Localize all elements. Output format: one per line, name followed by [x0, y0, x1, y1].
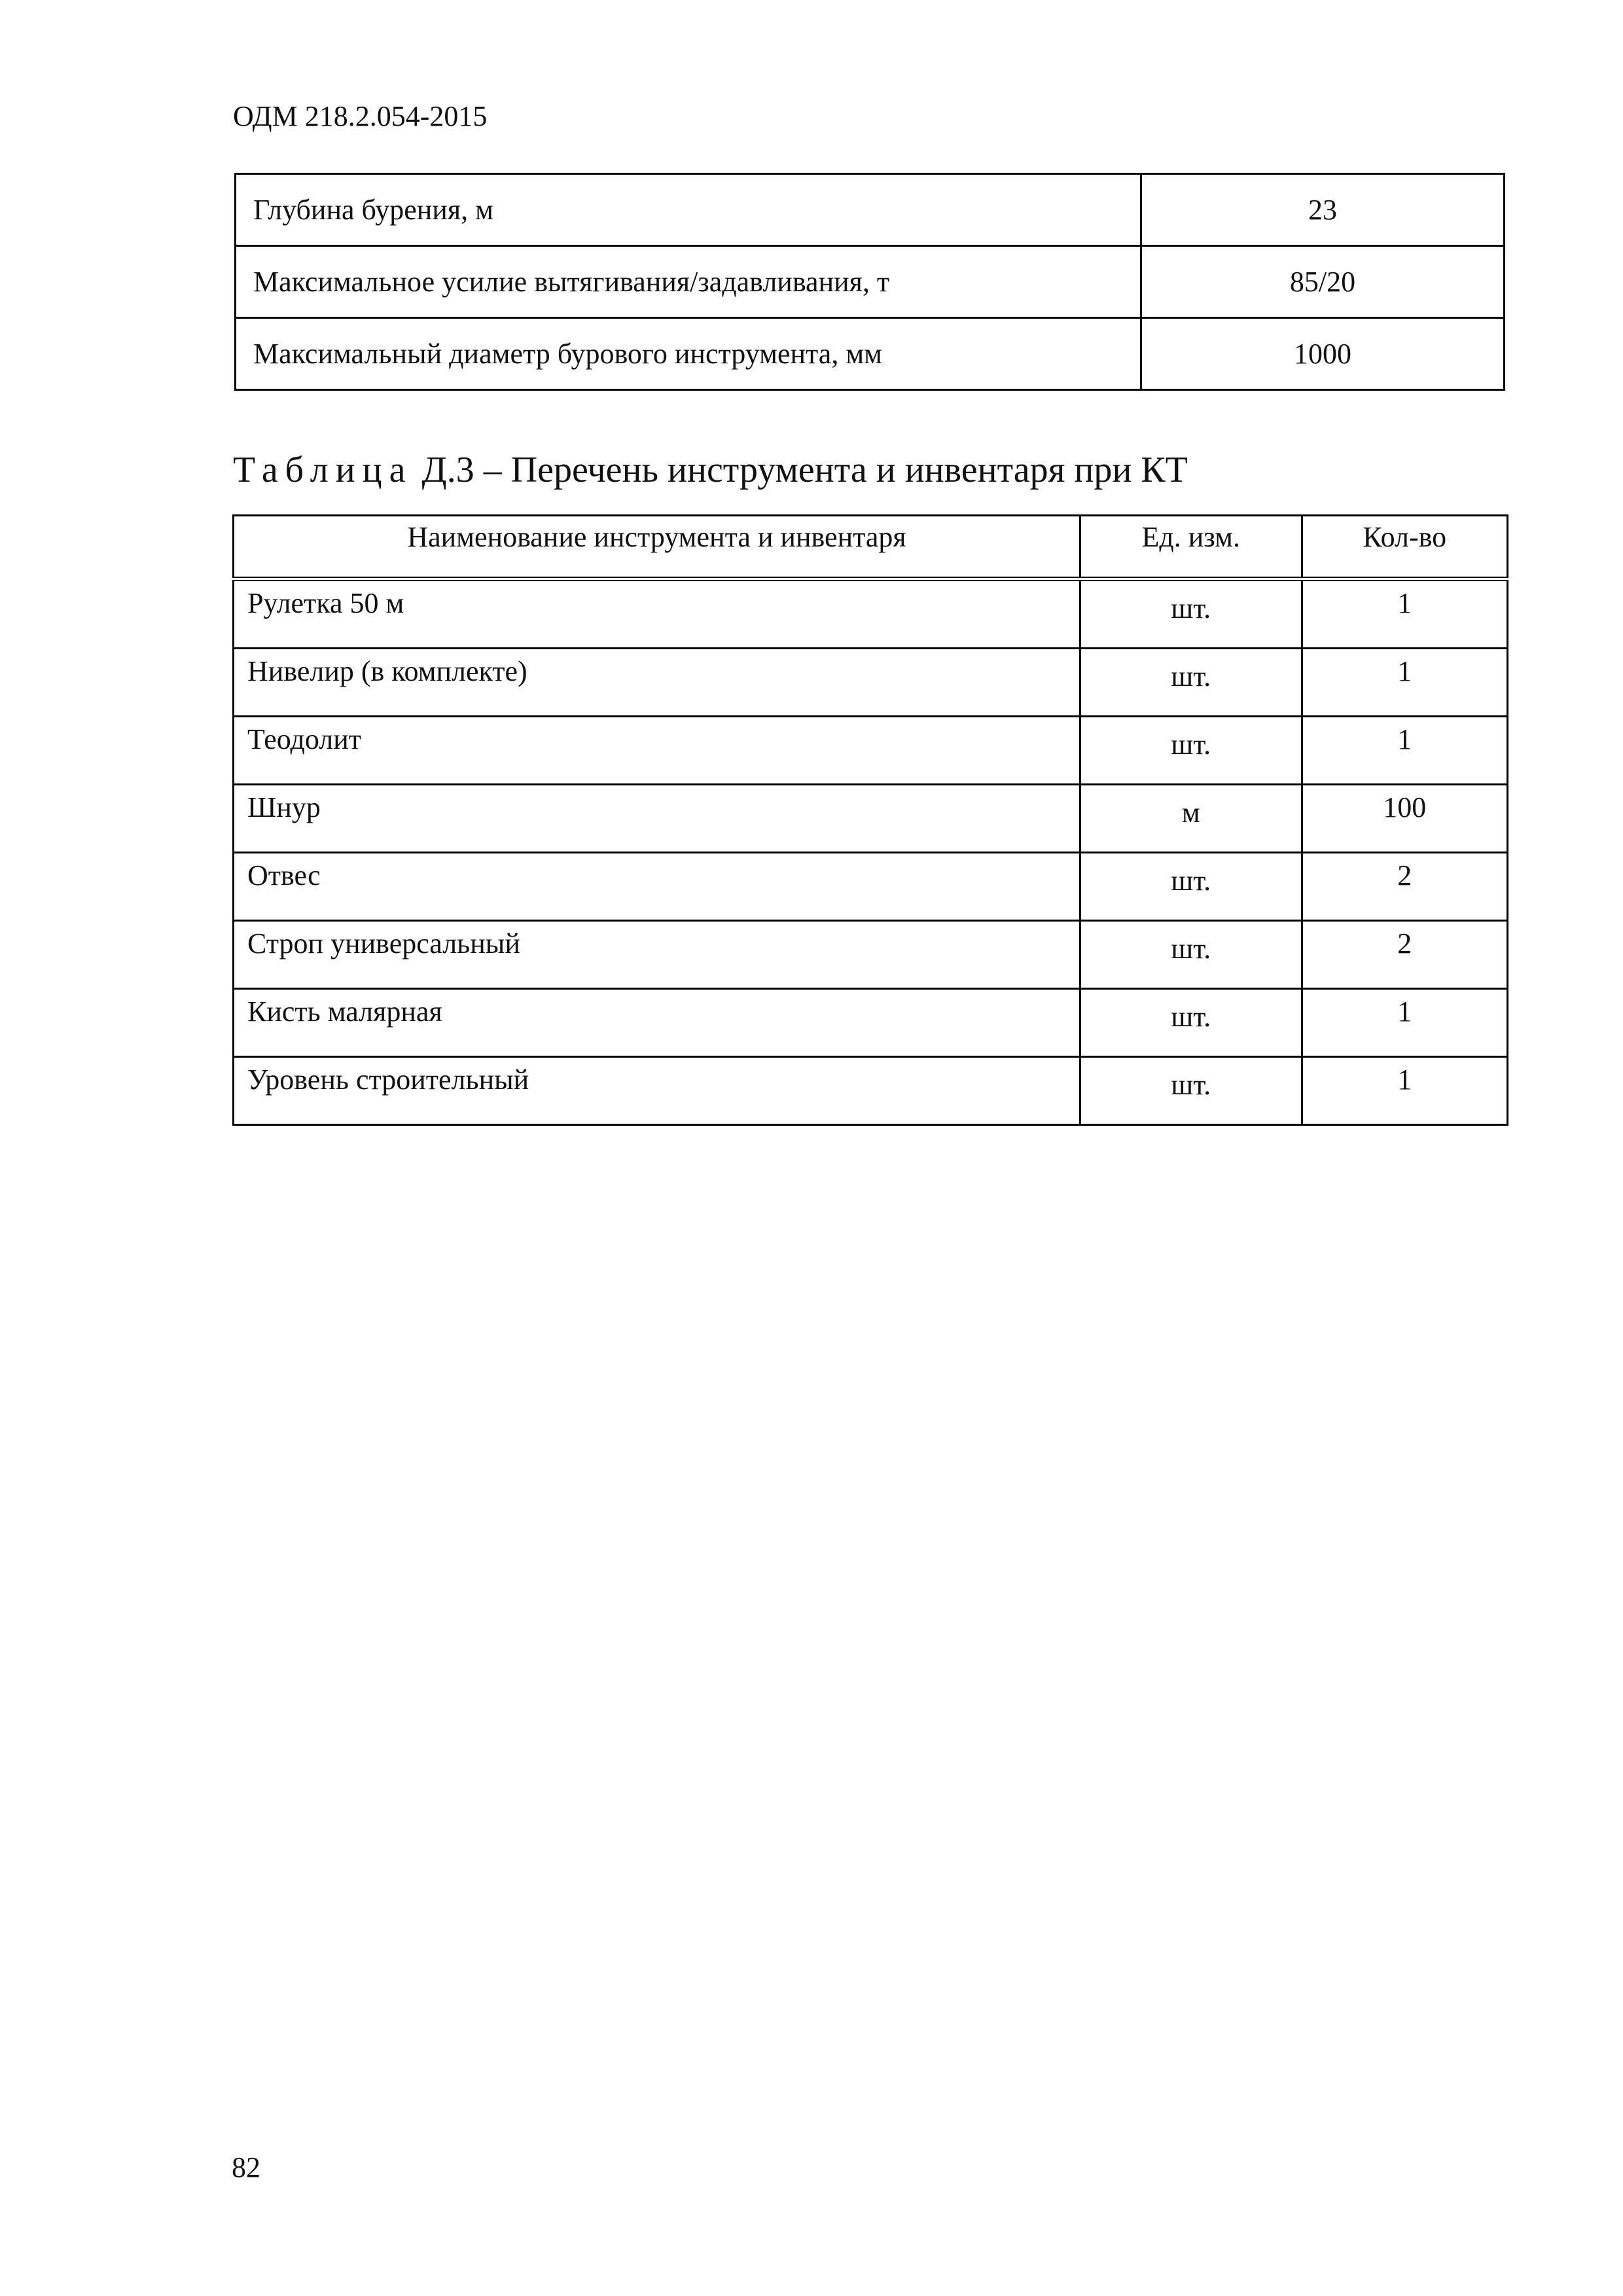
item-qty: 1	[1302, 717, 1508, 785]
table-caption	[233, 447, 1188, 493]
table-row	[234, 853, 1508, 921]
item-qty: 1	[1302, 649, 1508, 717]
table-row	[236, 318, 1505, 390]
item-name: Отвес	[234, 853, 1080, 921]
column-header-qty: Кол-во	[1302, 516, 1508, 579]
specs-table	[234, 173, 1505, 391]
table-row	[236, 246, 1505, 318]
spec-value: 1000	[1141, 318, 1505, 390]
column-header-unit: Ед. изм.	[1080, 516, 1302, 579]
item-unit: шт.	[1080, 989, 1302, 1057]
spec-value: 23	[1141, 174, 1505, 246]
table-row	[234, 785, 1508, 853]
item-qty: 1	[1302, 579, 1508, 649]
item-name: Нивелир (в комплекте)	[234, 649, 1080, 717]
item-unit: шт.	[1080, 717, 1302, 785]
item-name: Теодолит	[234, 717, 1080, 785]
inventory-table	[232, 514, 1508, 1126]
table-caption-text: Д.3 – Перечень инструмента и инвентаря при КТ	[421, 450, 1188, 490]
item-unit: м	[1080, 785, 1302, 853]
spec-name: Глубина бурения, м	[236, 174, 1141, 246]
spec-name: Максимальное усилие вытягивания/задавливания, т	[236, 246, 1141, 318]
table-row	[234, 921, 1508, 989]
item-unit: шт.	[1080, 853, 1302, 921]
spec-name: Максимальный диаметр бурового инструмента, мм	[236, 318, 1141, 390]
item-name: Шнур	[234, 785, 1080, 853]
item-qty: 1	[1302, 1057, 1508, 1125]
column-header-name: Наименование инструмента и инвентаря	[234, 516, 1080, 579]
table-row	[234, 717, 1508, 785]
table-row	[234, 649, 1508, 717]
document-code: ОДМ 218.2.054-2015	[233, 100, 488, 132]
table-row	[236, 174, 1505, 246]
item-unit: шт.	[1080, 649, 1302, 717]
item-name: Уровень строительный	[234, 1057, 1080, 1125]
item-unit: шт.	[1080, 579, 1302, 649]
item-qty: 1	[1302, 989, 1508, 1057]
item-unit: шт.	[1080, 1057, 1302, 1125]
item-name: Строп универсальный	[234, 921, 1080, 989]
item-qty: 2	[1302, 853, 1508, 921]
table-row	[234, 989, 1508, 1057]
item-qty: 2	[1302, 921, 1508, 989]
item-name: Кисть малярная	[234, 989, 1080, 1057]
spec-value: 85/20	[1141, 246, 1505, 318]
page-number: 82	[232, 2151, 260, 2183]
item-name: Рулетка 50 м	[234, 579, 1080, 649]
item-unit: шт.	[1080, 921, 1302, 989]
table-row	[234, 1057, 1508, 1125]
table-header-row	[234, 516, 1508, 579]
table-caption-label: Таблица	[233, 450, 413, 490]
table-row	[234, 579, 1508, 649]
item-qty: 100	[1302, 785, 1508, 853]
